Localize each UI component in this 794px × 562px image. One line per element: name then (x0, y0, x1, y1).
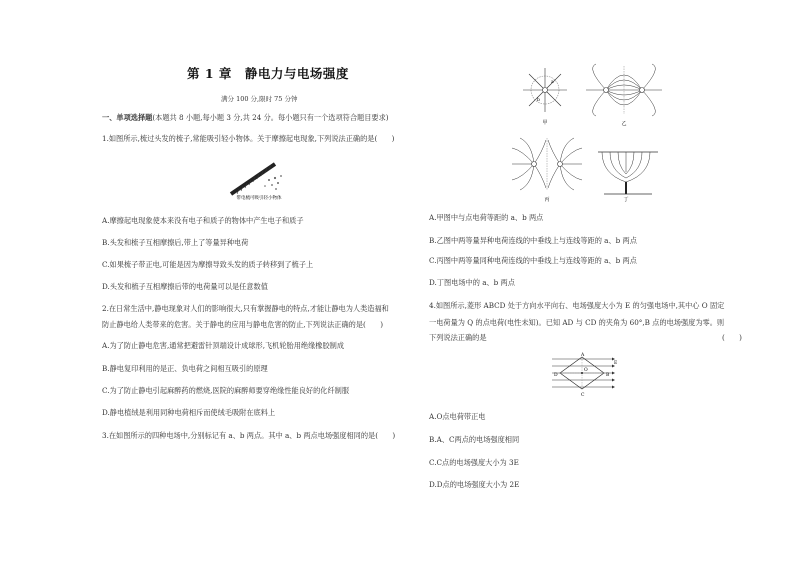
vertex-label-d: D (554, 373, 558, 378)
q4-stem-line1: 4.如图所示,菱形 ABCD 处于方向水平向右、电场强度大小为 E 的匀强电场中,其中心 O 固定 (429, 301, 725, 310)
q3-stem: 3.在如图所示的四种电场中,分别标记有 a、b 两点。其中 a、b 两点电场强度相同的是( ) (102, 431, 396, 440)
figure-label-yi: 乙 (621, 121, 627, 127)
section-heading (102, 113, 389, 123)
rhombus-figure (550, 354, 620, 400)
q1-option-c[interactable]: C.如果梳子带正电,可能是因为摩擦导致头发的质子转移到了梳子上 (102, 260, 314, 269)
q2-stem-line2: 防止静电给人类带来的危害。关于静电的应用与静电危害的防止,下列说法正确的是( ) (102, 320, 384, 329)
vertex-label-b: B (606, 373, 610, 378)
q1-option-d[interactable]: D.头发和梳子互相摩擦后带的电荷量可以是任意数值 (102, 282, 268, 291)
q1-option-b[interactable]: B.头发和梳子互相摩擦后,带上了等量异种电荷 (102, 238, 249, 247)
q3-option-b[interactable]: B.乙图中两等量异种电荷连线的中垂线上与连线等距的 a、b 两点 (429, 236, 637, 245)
q2-option-d[interactable]: D.静电植绒是利用同种电荷相斥而使绒毛吸附在底料上 (102, 408, 276, 417)
comb-icon (231, 164, 275, 194)
q1-figure-caption: 带电梳可吸引轻小物体 (236, 196, 282, 201)
paper-bits-icon (264, 175, 282, 190)
vertex-label-a: A (581, 353, 585, 358)
q2-stem-line1: 2.在日常生活中,静电现象对人们的影响很大,只有掌握静电的特点,才能让静电为人类造福和 (102, 304, 389, 313)
q1-option-a[interactable]: A.摩擦起电现象使本来没有电子和质子的物体中产生电子和质子 (102, 216, 304, 225)
q3-option-c[interactable]: C.丙图中两等量同种电荷连线的中垂线上与连线等距的 a、b 两点 (429, 256, 637, 265)
q4-option-b[interactable]: B.A、C两点的电场强度相同 (429, 435, 520, 444)
field-label-e: E (614, 361, 618, 366)
q4-stem-line3: 下列说法正确的是 (429, 333, 487, 342)
section-note: (本题共 8 小题,每小题 3 分,共 24 分。每小题只有一个选项符合题目要求) (152, 113, 389, 122)
svg-text:a: a (551, 80, 554, 85)
figure-label-bing: 丙 (544, 197, 550, 203)
section-label: 一、单项选择题 (102, 113, 153, 122)
figure-label-ding: 丁 (623, 197, 629, 203)
exam-info: 满分 100 分,限时 75 分钟 (221, 95, 298, 103)
q2-option-a[interactable]: A.为了防止静电危害,通常把避雷针顶端设计成球形,飞机轮胎用绝缘橡胶制成 (102, 341, 345, 350)
page-title: 第 1 章 静电力与电场强度 (187, 66, 349, 81)
field-figure-jia (520, 66, 570, 126)
q4-option-a[interactable]: A.O点电荷带正电 (429, 412, 486, 421)
q3-option-a[interactable]: A.甲图中与点电荷等距的 a、b 两点 (429, 213, 544, 222)
q3-option-d[interactable]: D.丁图电场中的 a、b 两点 (429, 278, 515, 287)
field-figure-ding (598, 144, 658, 202)
q4-option-d[interactable]: D.D点的电场强度大小为 2E (429, 480, 520, 489)
vertex-label-c: C (581, 393, 585, 398)
svg-text:b: b (537, 98, 540, 103)
q2-option-b[interactable]: B.静电复印利用的是正、负电荷之间相互吸引的原理 (102, 364, 268, 373)
comb-figure (225, 158, 295, 200)
q2-option-c[interactable]: C.为了防止静电引起麻醉药的燃烧,医院的麻醉师要穿绝缘性能良好的化纤制服 (102, 386, 350, 395)
q4-option-c[interactable]: C.C点的电场强度大小为 3E (429, 458, 519, 467)
q1-stem: 1.如图所示,梳过头发的梳子,常能吸引轻小物体。关于摩擦起电现象,下列说法正确的是( ) (102, 134, 395, 143)
q4-answer-bracket: ( ) (722, 333, 742, 342)
figure-label-jia: 甲 (542, 120, 548, 126)
q4-stem-line2: 一电荷量为 Q 的点电荷(电性未知)。已知 AD 与 CD 的夹角为 60°,B 点的电场强度为零。则 (429, 318, 725, 327)
field-figure-bing (512, 138, 582, 202)
center-label-o: O (584, 368, 588, 373)
field-figure-yi (584, 62, 664, 126)
